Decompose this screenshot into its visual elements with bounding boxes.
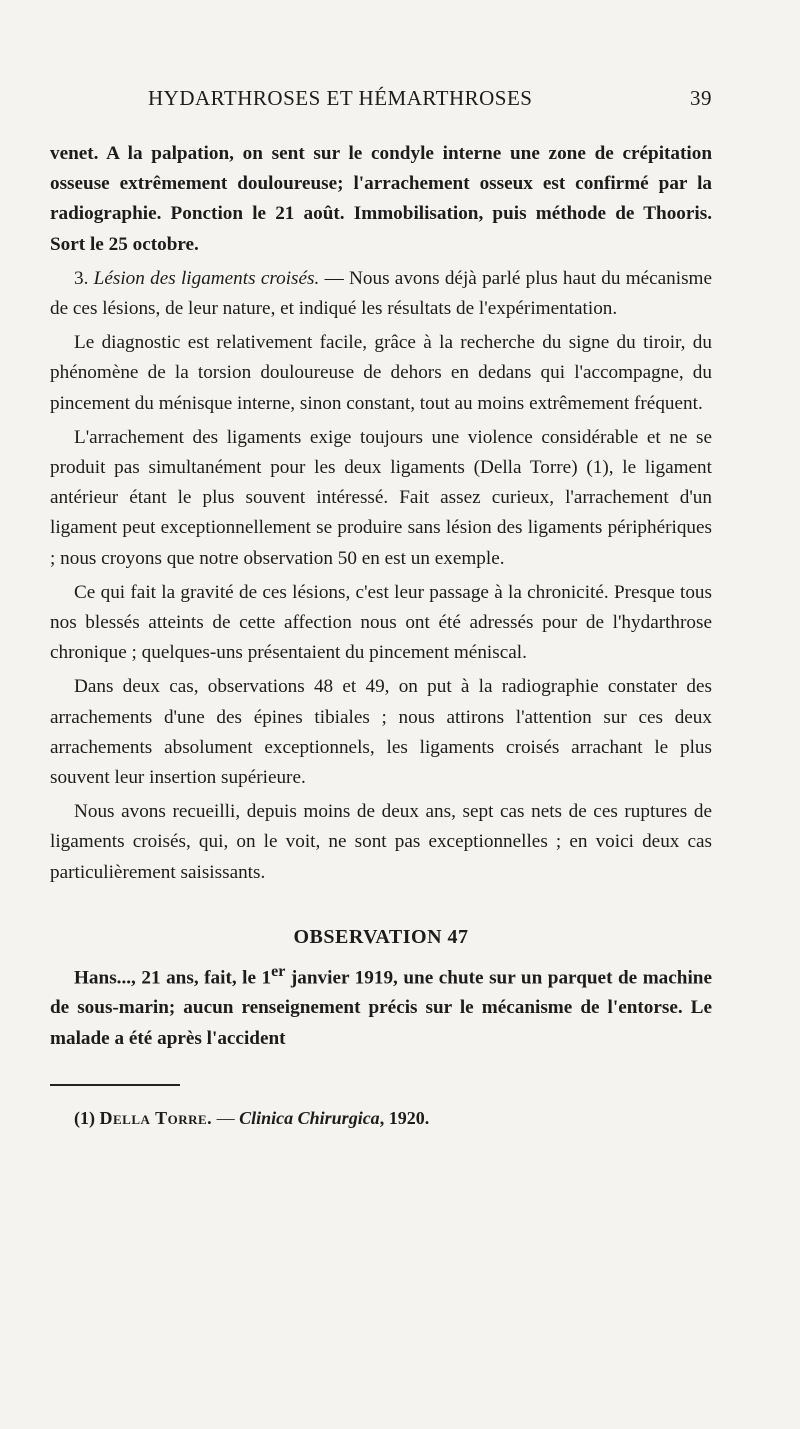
paragraph-2-text: — Nous avons déjà parlé plus haut du mécanisme de ces lésions, de leur nature, et indiqué les résultats de l'expérimentation. <box>50 267 713 320</box>
paragraph-4: L'arrachement des ligaments exige toujours une violence considérable et ne se produit pas simultanément pour les deux ligaments (Della Torre) (1), le ligament antérieur étant le plus souvent intéressé. Fait assez curieux, l'arrachement d'un ligament peut exceptionnellement se produire sans lésion des ligaments périphériques ; nous croyons que notre observation 50 en est un exemple. <box>50 426 712 569</box>
footnote-rule <box>50 1084 180 1086</box>
footnote-source: Clinica Chirurgica <box>239 1107 380 1128</box>
footnote-marker: (1) <box>74 1107 95 1128</box>
paragraph-3: Le diagnostic est relativement facile, grâce à la recherche du signe du tiroir, du phénomène de la torsion douloureuse de dehors en dedans qui l'accompagne, du pincement du ménisque interne, sinon constant, tout au moins extrêmement fréquent. <box>50 332 712 414</box>
section-number: 3. <box>74 267 89 289</box>
footnote-author: Della Torre. <box>99 1107 213 1128</box>
section-title: Lésion des ligaments croisés. <box>93 267 320 289</box>
page-number: 39 <box>690 86 712 110</box>
footnote-year: , 1920. <box>379 1107 430 1128</box>
paragraph-2 <box>50 264 712 324</box>
observation-superscript: er <box>271 962 286 980</box>
paragraph-5: Ce qui fait la gravité de ces lésions, c'est leur passage à la chronicité. Presque tous nos blessés atteints de cette affection nous ont été adressés pour de l'hydarthrose chronique ; quelques-uns présentaient du pincement méniscal. <box>50 581 712 664</box>
paragraph-1: venet. A la palpation, on sent sur le condyle interne une zone de crépitation osseuse extrêmement douloureuse; l'arrachement osseux est confirmé par la radiographie. Ponction le 21 août. Immobilisation, puis méthode de Thooris. Sort le 25 octobre. <box>50 143 712 255</box>
running-header <box>50 86 712 111</box>
book-page <box>50 86 712 1130</box>
footnote-dash: — <box>212 1107 240 1128</box>
paragraph-7: Nous avons recueilli, depuis moins de deux ans, sept cas nets de ces ruptures de ligaments croisés, qui, on le voit, ne sont pas exceptionnelles ; en voici deux cas particulièrement saisissants. <box>50 801 712 883</box>
observation-heading: OBSERVATION 47 <box>293 925 469 948</box>
observation-text-b: janvier 1919, une chute sur un parquet de machine de sous-marin; aucun renseignement précis sur le mécanisme de l'entorse. Le malade a été après l'accident <box>50 967 712 1049</box>
observation-text-a: Hans..., 21 ans, fait, le 1 <box>74 967 272 989</box>
footnote <box>50 1106 712 1130</box>
running-title: HYDARTHROSES ET HÉMARTHROSES <box>148 86 533 110</box>
observation-paragraph <box>50 957 712 1054</box>
paragraph-6: Dans deux cas, observations 48 et 49, on put à la radiographie constater des arrachements d'une des épines tibiales ; nous attirons l'attention sur ces deux arrachements absolument exceptionnels, les ligaments croisés arrachant le plus souvent leur insertion supérieure. <box>50 676 712 789</box>
